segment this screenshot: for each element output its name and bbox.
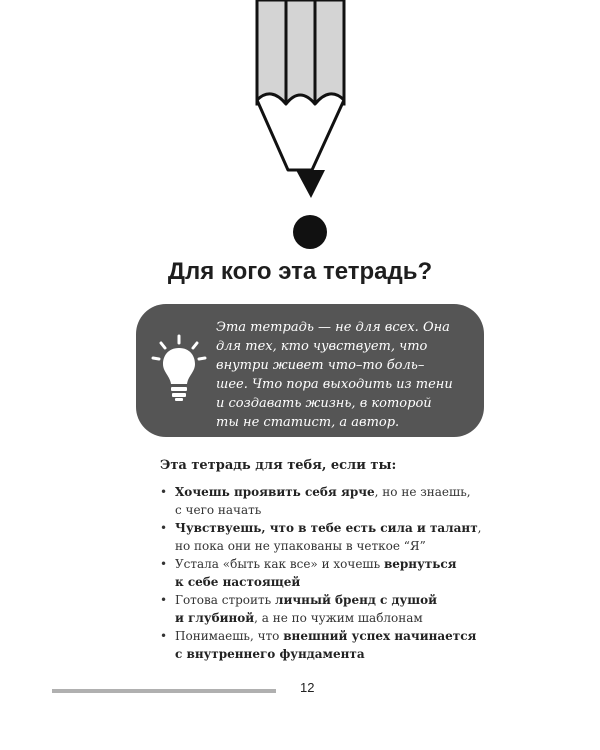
bullet-marker: • [160, 593, 168, 607]
callout-line: и создавать жизнь, в которой [216, 396, 432, 411]
page-title: Для кого эта тетрадь? [167, 258, 433, 285]
callout-line: для тех, кто чувствует, что [216, 339, 428, 354]
bold-phrase: к себе настоящей [175, 575, 301, 589]
pencil-lead [296, 170, 325, 198]
callout-text [216, 318, 478, 432]
list-item [160, 627, 490, 663]
callout-line: Эта тетрадь — не для всех. Она [216, 320, 450, 335]
item-text: , но не знаешь, [374, 485, 471, 499]
bold-phrase: внешний успех начинается [283, 629, 477, 643]
bold-phrase: личный бренд с душой [275, 593, 438, 607]
item-text: Понимаешь, что [175, 629, 284, 643]
bullet-marker: • [160, 521, 168, 535]
bold-phrase: Чувствуешь, что в тебе есть сила и талант [175, 521, 478, 535]
list-item [160, 483, 490, 519]
pencil-illustration [0, 0, 600, 260]
pencil-dot [293, 215, 327, 249]
callout-line: шее. Что пора выходить из тени [216, 377, 453, 392]
item-text: , а не по чужим шаблонам [254, 611, 423, 625]
list-item [160, 555, 490, 591]
list-heading: Эта тетрадь для тебя, если ты: [160, 458, 397, 473]
bold-phrase: с внутреннего фундамента [175, 647, 365, 661]
pencil-wood [257, 94, 344, 170]
item-text: Устала «быть как все» и хочешь [175, 557, 384, 571]
callout-line: ты не статист, а автор. [216, 415, 400, 430]
page-number: 12 [300, 680, 315, 695]
item-text: Готова строить [175, 593, 276, 607]
bold-phrase: вернуться [383, 557, 457, 571]
list-item [160, 591, 490, 627]
bullet-marker: • [160, 485, 168, 499]
lightbulb-icon [150, 334, 208, 404]
callout-box [136, 304, 484, 437]
bullet-list [160, 483, 490, 663]
footer-rule [52, 689, 276, 693]
item-text: с чего начать [175, 503, 262, 517]
list-item [160, 519, 490, 555]
item-text: но пока они не упакованы в четкое “Я” [175, 539, 426, 553]
bold-phrase: и глубиной [175, 611, 255, 625]
bullet-marker: • [160, 629, 168, 643]
bold-phrase: Хочешь проявить себя ярче [175, 485, 375, 499]
item-text: , [477, 521, 482, 535]
pencil-body [257, 0, 344, 104]
callout-line: внутри живет что–то боль– [216, 358, 425, 373]
bullet-marker: • [160, 557, 168, 571]
